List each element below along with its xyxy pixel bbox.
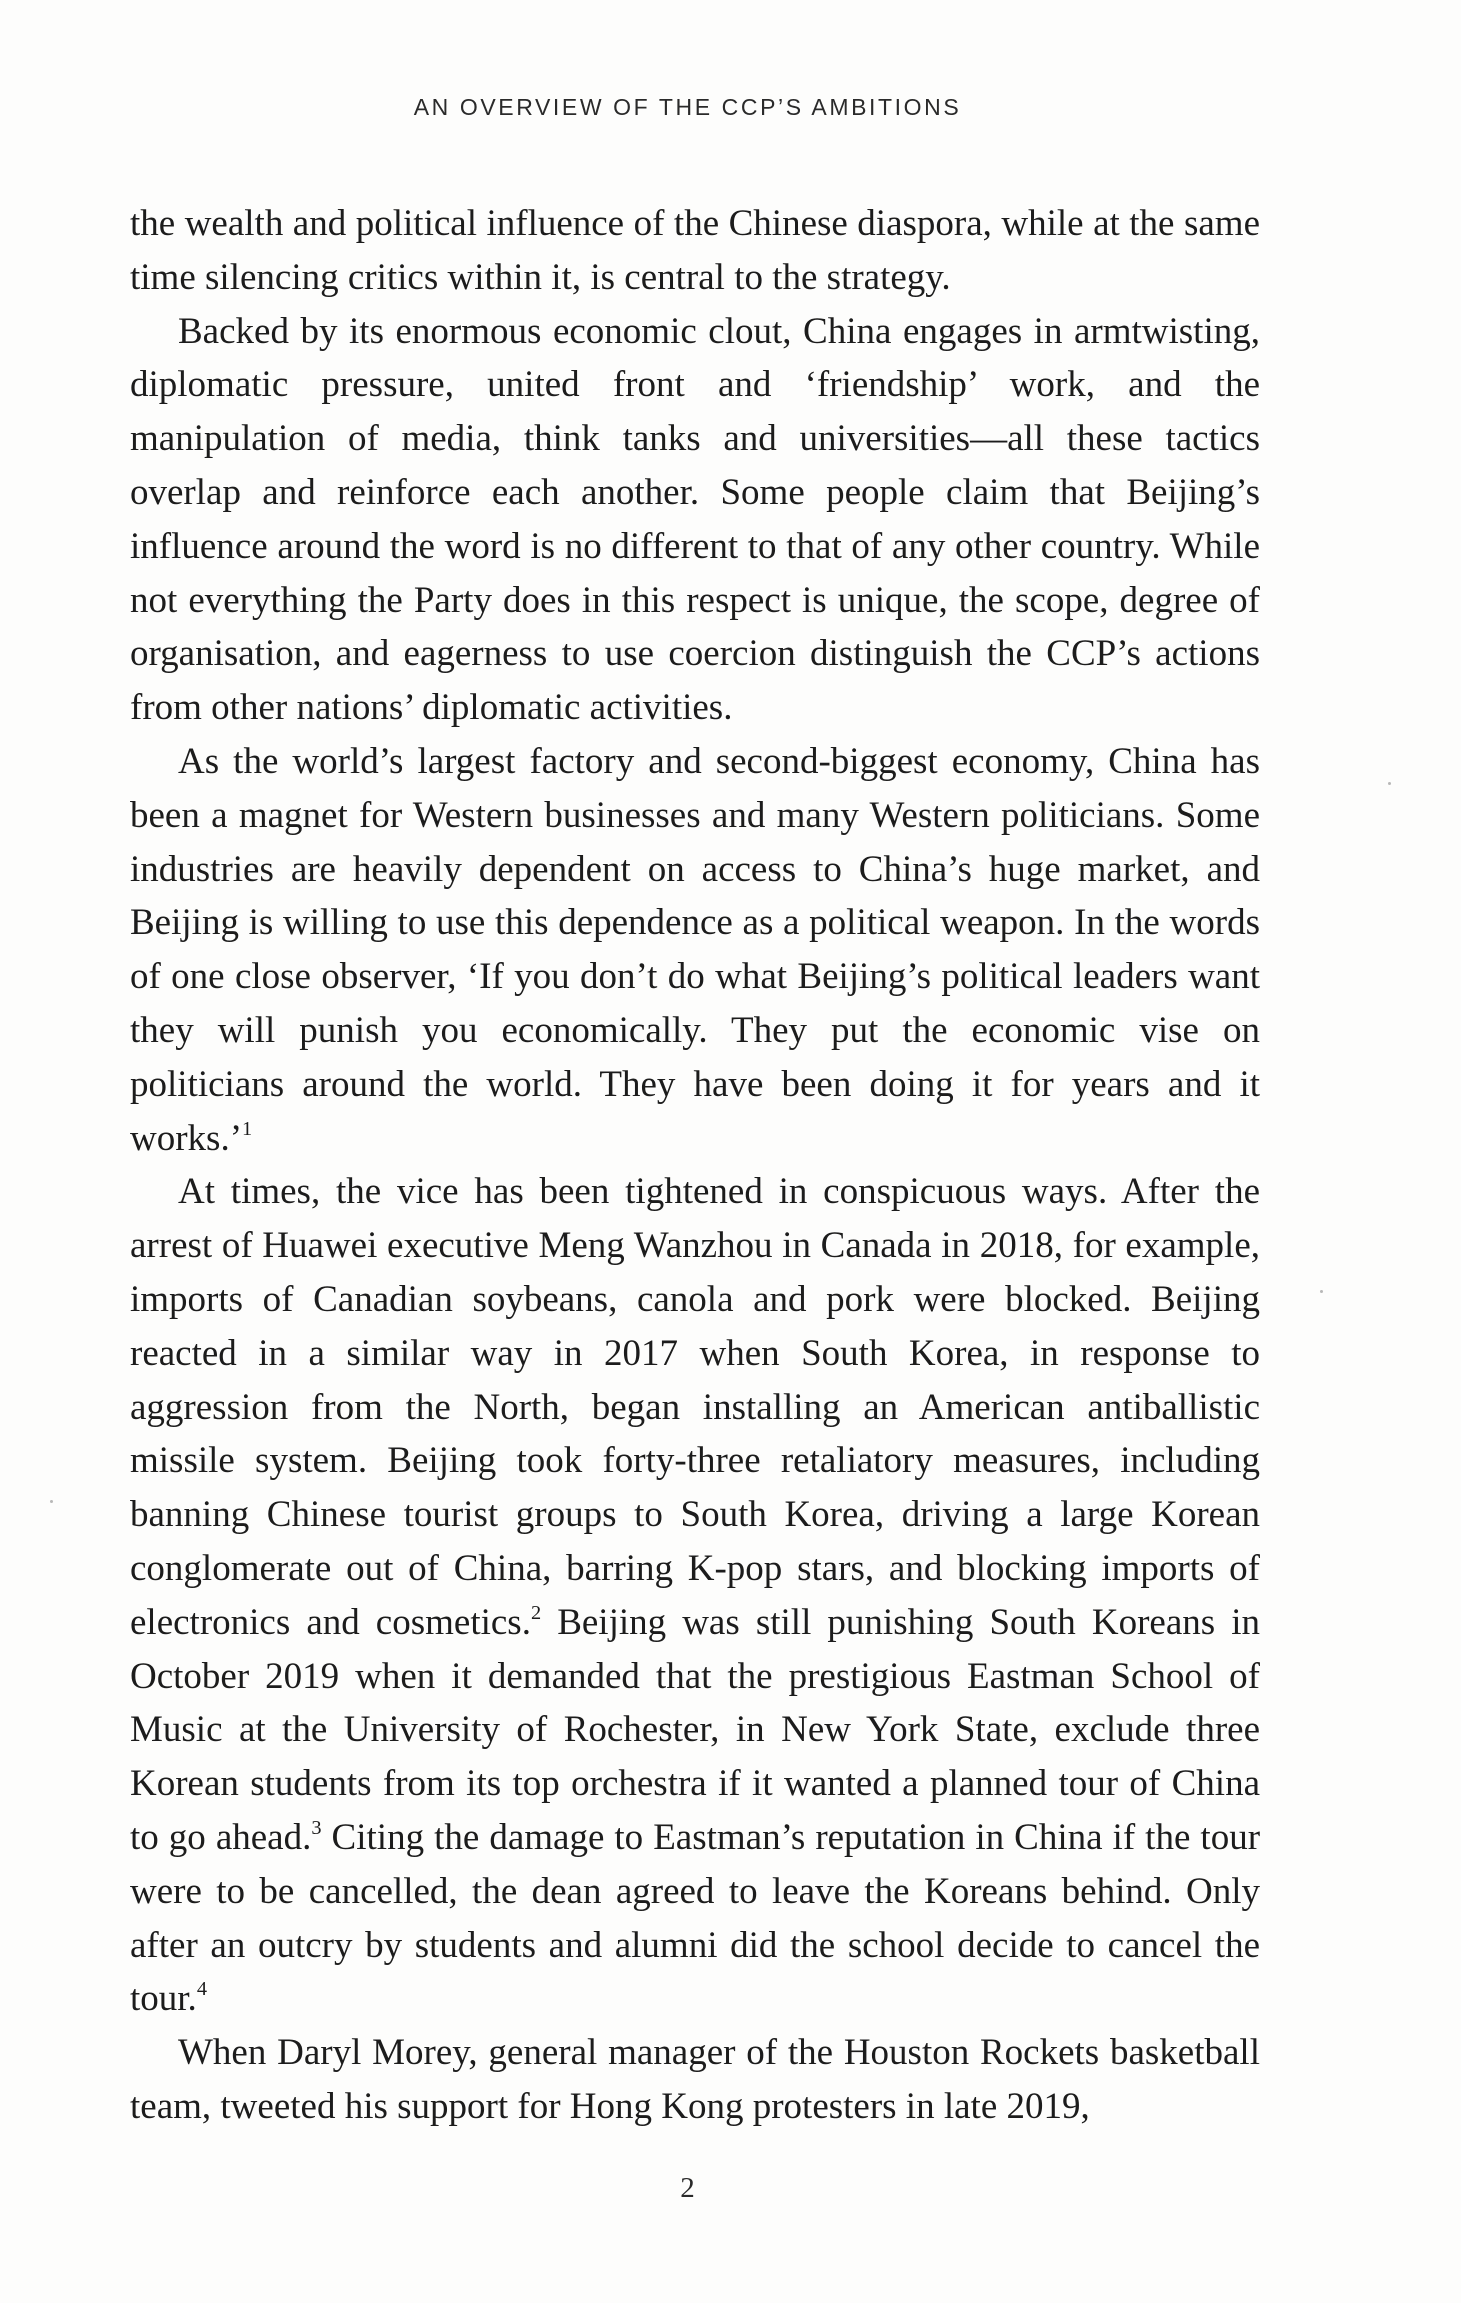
paragraph-4-text-a: At times, the vice has been tightened in conspicuous ways. After the arrest of Huawei executive Meng Wanzhou in Canada in 2018, for example, imports of Canadian soybeans, canola and pork were blocked. Beijing reacted in a similar way in 2017 when South Korea, in response to aggression from the North, began installing an American antiballistic missile system. Beijing took forty-three retaliatory measures, including banning Chinese tourist groups to South Korea, driving a large Korean conglomerate out of China, barring K-pop stars, and blocking imports of electronics and cosmetics. [130, 1171, 1260, 1643]
paragraph-3 [130, 735, 1260, 1165]
scan-speck [50, 1500, 53, 1503]
paragraph-1: the wealth and political influence of the Chinese diaspora, while at the same time silencing critics within it, is central to the strategy. [130, 203, 1260, 298]
footnote-ref-4[interactable]: 4 [196, 1978, 207, 2001]
paragraph-4-text-c: Citing the damage to Eastman’s reputation in China if the tour were to be cancelled, the dean agreed to leave the Koreans behind. Only after an outcry by students and alumni did the school decide to cancel the tour. [130, 1816, 1261, 2020]
paragraph-5: When Daryl Morey, general manager of the Houston Rockets basketball team, tweeted his support for Hong Kong protesters in late 2019, [130, 2032, 1260, 2127]
running-head: AN OVERVIEW OF THE CCP’S AMBITIONS [413, 94, 962, 120]
body-text [130, 197, 1260, 2134]
footnote-ref-2[interactable]: 2 [530, 1601, 542, 1624]
paragraph-2: Backed by its enormous economic clout, China engages in armtwisting, diplomatic pressure, united front and ‘friendship’ work, and the manipulation of media, think tanks and universities—all these tactics overlap and reinforce each another. Some people claim that Beijing’s influence around the word is no different to that of any other country. While not everything the Party does in this respect is unique, the scope, degree of organisation, and eagerness to use coercion distinguish the CCP’s actions from other nations’ diplomatic activities. [130, 310, 1260, 729]
scan-speck [1320, 1290, 1323, 1293]
scan-speck [1388, 782, 1391, 785]
footnote-ref-1[interactable]: 1 [242, 1117, 253, 1140]
paragraph-4 [130, 1165, 1260, 2026]
page-number: 2 [680, 2172, 695, 2204]
paragraph-4-text-b: Beijing was still punishing South Koreans in October 2019 when it demanded that the prestigious Eastman School of Music at the University of Rochester, in New York State, exclude three Korean students from its top orchestra if it wanted a planned tour of China to go ahead. [130, 1601, 1260, 1858]
paragraph-3-text: As the world’s largest factory and second-biggest economy, China has been a magnet for Western businesses and many Western politicians. Some industries are heavily dependent on access to China’s huge market, and Beijing is willing to use this dependence as a political weapon. In the words of one close observer, ‘If you don’t do what Beijing’s political leaders want they will punish you economically. They put the economic vise on politicians around the world. They have been doing it for years and it works.’ [130, 740, 1260, 1159]
footnote-ref-3[interactable]: 3 [311, 1816, 322, 1839]
